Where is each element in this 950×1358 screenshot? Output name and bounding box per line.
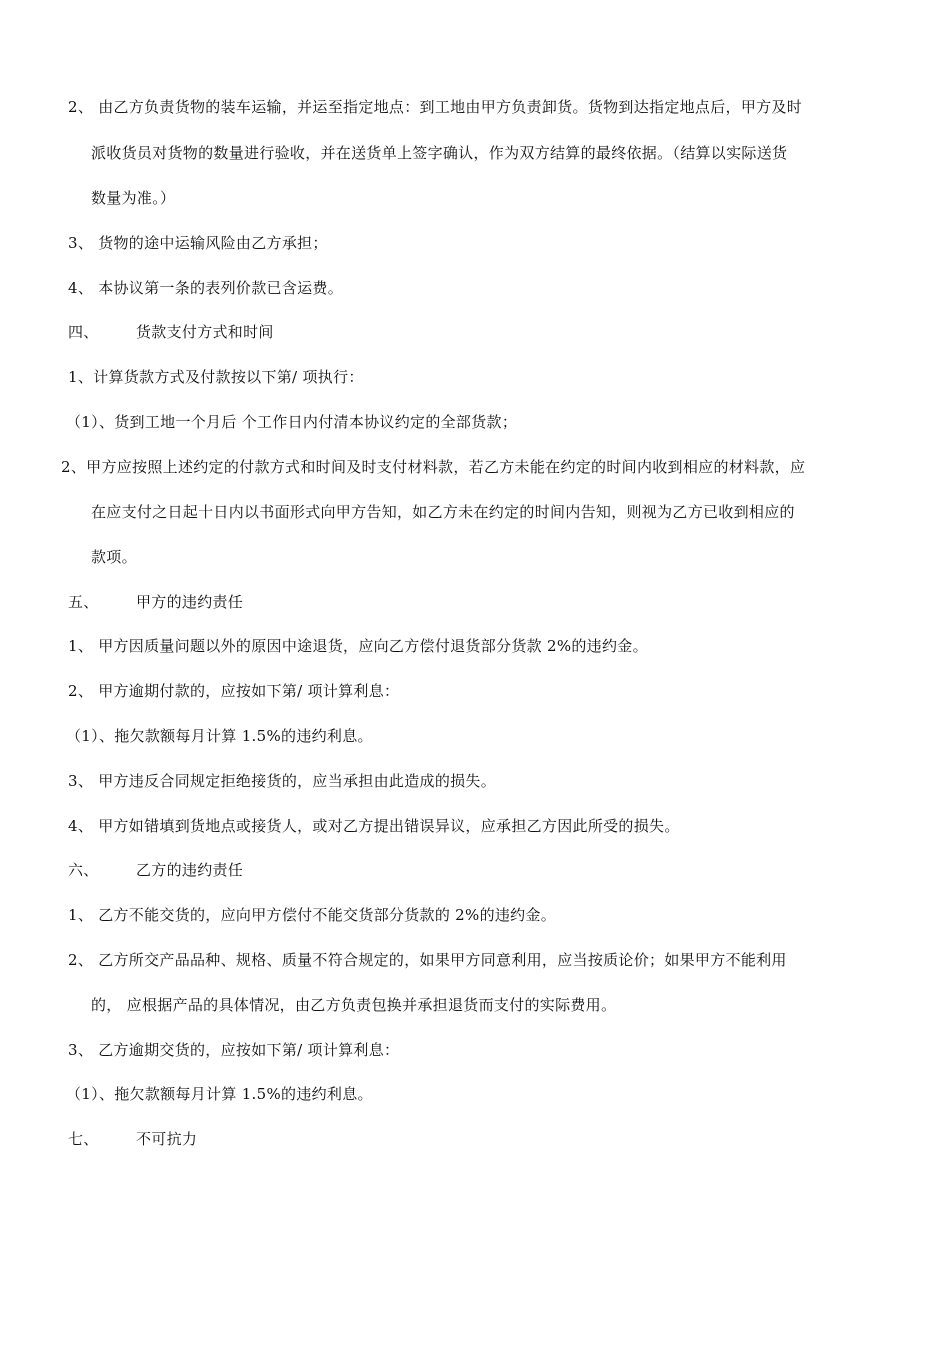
section-number: 四、 <box>68 323 99 341</box>
paragraph-line: 2、甲方应按照上述约定的付款方式和时间及时支付材料款，若乙方未能在约定的时间内收到相应的材料款，应 <box>61 458 806 476</box>
paragraph-line: 2、 甲方逾期付款的，应按如下第/ 项计算利息： <box>68 682 400 700</box>
paragraph-line: 2、 由乙方负责货物的装车运输，并运至指定地点：到工地由甲方负责卸货。货物到达指定地点后，甲方及时 <box>68 98 803 116</box>
section-number: 六、 <box>68 861 99 879</box>
paragraph-line: 4、 本协议第一条的表列价款已含运费。 <box>68 279 344 297</box>
paragraph-line: 1、 甲方因质量问题以外的原因中途退货，应向乙方偿付退货部分货款 2%的违约金。 <box>68 637 648 655</box>
paragraph-line: （1）、货到工地一个月后 个工作日内付清本协议约定的全部货款； <box>66 413 518 431</box>
paragraph-line: 1、计算货款方式及付款按以下第/ 项执行： <box>68 368 364 386</box>
section-title: 甲方的违约责任 <box>136 593 244 611</box>
section-number: 七、 <box>68 1130 99 1148</box>
paragraph-line: 的， 应根据产品的具体情况，由乙方负责包换并承担退货而支付的实际费用。 <box>91 996 617 1014</box>
paragraph-line: 款项。 <box>91 548 137 566</box>
paragraph-line: 派收货员对货物的数量进行验收，并在送货单上签字确认，作为双方结算的最终依据。（结算以实际送货 <box>91 144 788 162</box>
paragraph-line: 3、 甲方违反合同规定拒绝接货的，应当承担由此造成的损失。 <box>68 772 497 790</box>
section-heading <box>68 1129 197 1149</box>
paragraph-line: 4、 甲方如错填到货地点或接货人，或对乙方提出错误异议，应承担乙方因此所受的损失。 <box>68 817 680 835</box>
paragraph-line: 1、 乙方不能交货的，应向甲方偿付不能交货部分货款的 2%的违约金。 <box>68 906 557 924</box>
section-heading <box>68 592 243 612</box>
paragraph-line: （1）、拖欠款额每月计算 1.5%的违约利息。 <box>66 727 373 745</box>
section-number: 五、 <box>68 593 99 611</box>
section-heading <box>68 322 274 342</box>
section-title: 货款支付方式和时间 <box>136 323 274 341</box>
paragraph-line: 3、 货物的途中运输风险由乙方承担； <box>68 234 328 252</box>
section-heading <box>68 860 243 880</box>
paragraph-line: 数量为准。） <box>91 189 176 207</box>
paragraph-line: 在应支付之日起十日内以书面形式向甲方告知，如乙方未在约定的时间内告知，则视为乙方已收到相应的 <box>91 503 795 521</box>
paragraph-line: 3、 乙方逾期交货的，应按如下第/ 项计算利息： <box>68 1041 400 1059</box>
paragraph-line: （1）、拖欠款额每月计算 1.5%的违约利息。 <box>66 1085 373 1103</box>
paragraph-line: 2、 乙方所交产品品种、规格、质量不符合规定的，如果甲方同意利用，应当按质论价；如果甲方不能利用 <box>68 951 787 969</box>
section-title: 不可抗力 <box>136 1130 198 1148</box>
section-title: 乙方的违约责任 <box>136 861 244 879</box>
